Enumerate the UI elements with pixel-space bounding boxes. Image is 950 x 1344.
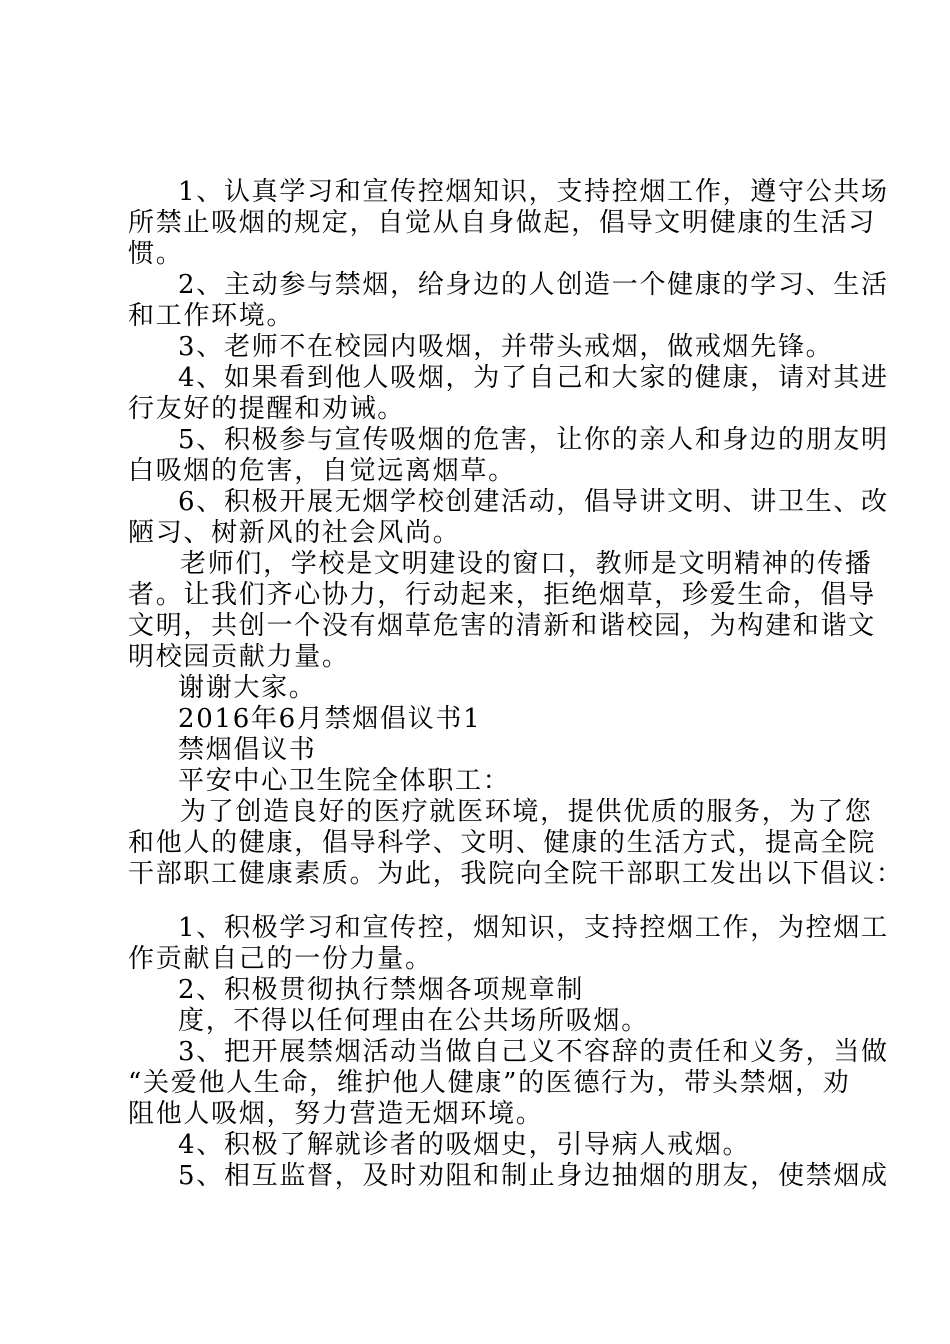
text-line: 干部职工健康素质。为此，我院向全院干部职工发出以下倡议： [128, 859, 904, 889]
document-title: 禁烟倡议书 [178, 735, 317, 765]
text-line: 作贡献自己的一份力量。 [128, 944, 433, 974]
text-line: 陋习、树新风的社会风尚。 [128, 518, 461, 548]
text-line: 者。让我们齐心协力，行动起来，拒绝烟草，珍爱生命，倡导 [128, 580, 876, 610]
text-line: 明校园贡献力量。 [128, 642, 350, 672]
text-line: 4、积极了解就诊者的吸烟史，引导病人戒烟。 [178, 1130, 751, 1160]
text-line: 2、积极贯彻执行禁烟各项规章制 [178, 975, 585, 1005]
text-line: 阻他人吸烟，努力营造无烟环境。 [128, 1099, 544, 1129]
document-heading-date: 2016年6月禁烟倡议书1 [178, 704, 482, 734]
text-line: 5、相互监督，及时劝阻和制止身边抽烟的朋友，使禁烟成 [178, 1161, 889, 1191]
text-line: 6、积极开展无烟学校创建活动，倡导讲文明、讲卫生、改 [178, 487, 889, 517]
text-line: 1、积极学习和宣传控，烟知识，支持控烟工作，为控烟工 [178, 913, 889, 943]
text-line: 度，不得以任何理由在公共场所吸烟。 [178, 1006, 649, 1036]
text-line: 和他人的健康，倡导科学、文明、健康的生活方式，提高全院 [128, 828, 876, 858]
text-line: 3、把开展禁烟活动当做自己义不容辞的责任和义务，当做 [178, 1037, 889, 1067]
salutation: 平安中心卫生院全体职工： [178, 766, 511, 796]
text-line: 3、老师不在校园内吸烟，并带头戒烟，做戒烟先锋。 [178, 332, 834, 362]
text-line: 和工作环境。 [128, 301, 295, 331]
text-line: 5、积极参与宣传吸烟的危害，让你的亲人和身边的朋友明 [178, 425, 889, 455]
text-line: 所禁止吸烟的规定，自觉从自身做起，倡导文明健康的生活习 [128, 208, 876, 238]
text-line: 谢谢大家。 [178, 673, 317, 703]
text-line: 1、认真学习和宣传控烟知识，支持控烟工作，遵守公共场 [178, 177, 889, 207]
text-line: 4、如果看到他人吸烟，为了自己和大家的健康，请对其进 [178, 363, 889, 393]
text-line: 惯。 [128, 239, 184, 269]
text-line: 2、主动参与禁烟，给身边的人创造一个健康的学习、生活 [178, 270, 889, 300]
text-line: 行友好的提醒和劝诫。 [128, 394, 406, 424]
text-line: 老师们，学校是文明建设的窗口，教师是文明精神的传播 [180, 549, 873, 579]
text-line: 为了创造良好的医疗就医环境，提供优质的服务，为了您 [180, 797, 873, 827]
text-line: 文明，共创一个没有烟草危害的清新和谐校园，为构建和谐文 [128, 611, 876, 641]
text-line: “关爱他人生命，维护他人健康”的医德行为，带头禁烟，劝 [128, 1068, 851, 1098]
text-line: 白吸烟的危害，自觉远离烟草。 [128, 456, 516, 486]
